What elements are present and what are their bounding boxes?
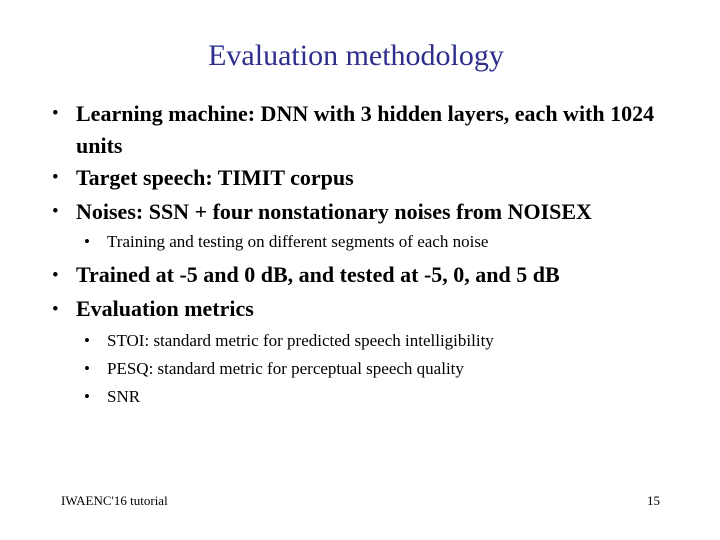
sub-bullet-marker: • — [84, 359, 90, 378]
bullet-marker: • — [52, 265, 59, 286]
bullet-item-evaluation-metrics: Evaluation metrics — [76, 296, 254, 321]
page-number: 15 — [647, 493, 660, 508]
bullet-marker: • — [52, 201, 59, 222]
bullet-item-target-speech: Target speech: TIMIT corpus — [76, 165, 354, 190]
bullet-marker: • — [52, 103, 59, 124]
bullet-item-noises: Noises: SSN + four nonstationary noises from NOISEX — [76, 199, 592, 224]
bullet-item-learning-machine: Learning machine: DNN with 3 hidden layers, each with 1024 units — [76, 101, 655, 158]
sub-item-training-testing: Training and testing on different segments of each noise — [107, 232, 489, 251]
bullet-marker: • — [52, 299, 59, 320]
bullet-marker: • — [52, 167, 59, 188]
sub-bullet-marker: • — [84, 387, 90, 406]
sub-item-stoi: STOI: standard metric for predicted speech intelligibility — [107, 331, 494, 350]
footer-label: IWAENC'16 tutorial — [61, 493, 168, 508]
sub-item-pesq: PESQ: standard metric for perceptual speech quality — [107, 359, 464, 378]
sub-bullet-marker: • — [84, 331, 90, 350]
sub-item-snr: SNR — [107, 387, 141, 406]
bullet-item-trained-tested: Trained at -5 and 0 dB, and tested at -5, 0, and 5 dB — [76, 262, 560, 287]
slide-title: Evaluation methodology — [208, 39, 504, 72]
sub-bullet-marker: • — [84, 232, 90, 251]
